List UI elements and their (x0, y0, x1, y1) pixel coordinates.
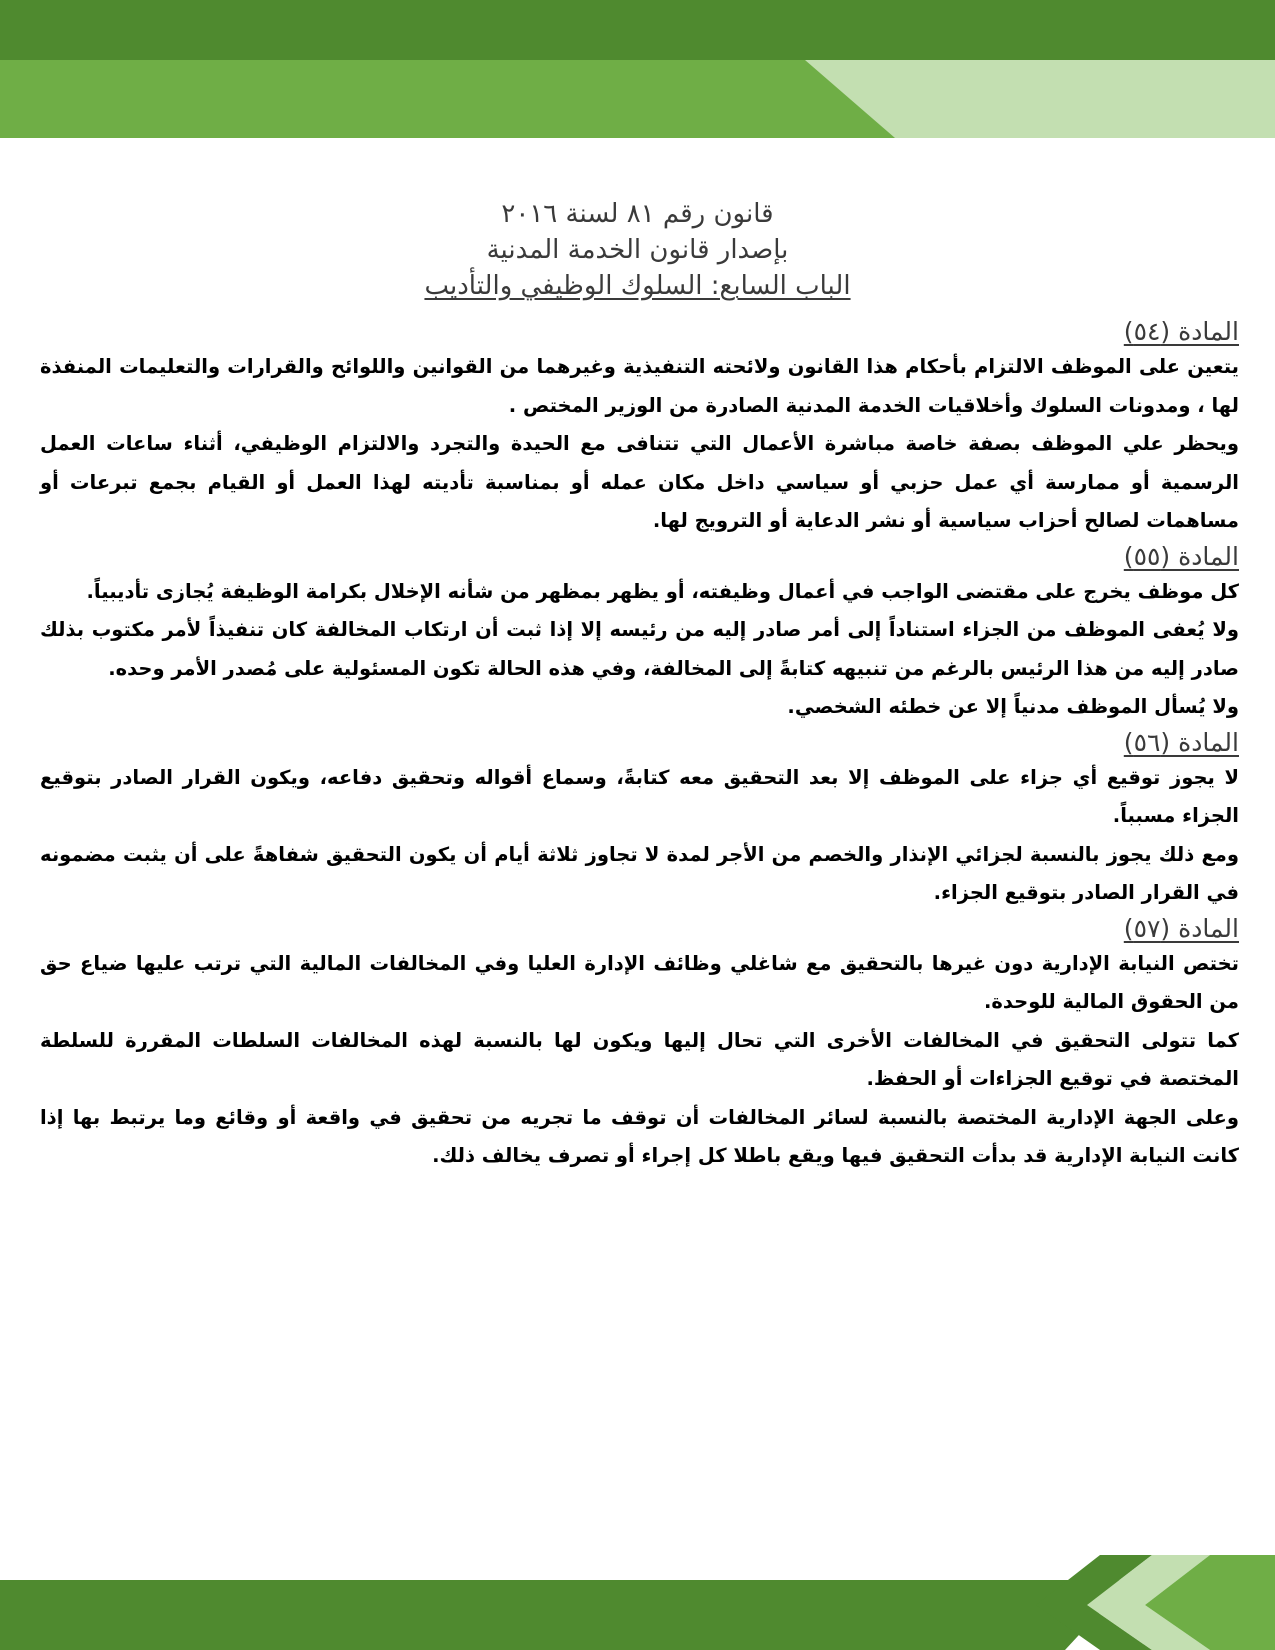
article-heading: المادة (٥٧) (1123, 913, 1239, 943)
chapter-title: الباب السابع: السلوك الوظيفي والتأديب (424, 271, 851, 301)
law-subtitle: بإصدار قانون الخدمة المدنية (486, 235, 789, 265)
article-paragraph: ولا يُسأل الموظف مدنياً إلا عن خطئه الشخصي. (787, 695, 1239, 718)
article-heading: المادة (٥٥) (1123, 541, 1239, 571)
article-paragraph: ومع ذلك يجوز بالنسبة لجزائي الإنذار والخصم من الأجر لمدة لا تجاوز ثلاثة أيام أن يكون التحقيق شفاهةً على أن يثبت مضمونه في القرار الصادر بتوقيع الجزاء. (40, 842, 1239, 904)
document-header (0, 196, 1275, 304)
article-paragraph: كل موظف يخرج على مقتضى الواجب في أعمال وظيفته، أو يظهر بمظهر من شأنه الإخلال بكرامة الوظيفة يُجازى تأديبياً. (86, 579, 1239, 603)
article-paragraph: ويحظر علي الموظف بصفة خاصة مباشرة الأعمال التي تتنافى مع الحيدة والتجرد والالتزام الوظيفي، أثناء ساعات العمل الرسمية أو ممارسة أي عمل حزبي أو سياسي داخل مكان عمله أو بمناسبة تأديته لهذا العمل أو القيام بجمع تبرعات أو مساهمات لصالح أحزاب سياسية أو نشر الدعاية أو الترويج لها. (40, 432, 1239, 532)
article-paragraph: وعلى الجهة الإدارية المختصة بالنسبة لسائر المخالفات أن توقف ما تجريه من تحقيق في واقعة أو وقائع وما يرتبط بها إذا كانت النيابة الإدارية قد بدأت التحقيق فيها ويقع باطلا كل إجراء أو تصرف يخالف ذلك. (40, 1105, 1239, 1167)
law-title: قانون رقم ٨١ لسنة ٢٠١٦ (501, 199, 774, 229)
article-55 (40, 541, 1239, 727)
footer-dark-band (0, 1580, 1130, 1650)
article-54 (40, 316, 1239, 541)
header-mid-band (0, 60, 895, 138)
footer-banner (0, 1555, 1275, 1650)
article-paragraph: ولا يُعفى الموظف من الجزاء استناداً إلى أمر صادر إليه من رئيسه إلا إذا ثبت أن ارتكاب المخالفة كان تنفيذاً لأمر مكتوب بذلك صادر إليه من هذا الرئيس بالرغم من تنبيهه كتابةً إلى المخالفة، وفي هذه الحالة تكون المسئولية على مُصدر الأمر وحده. (40, 618, 1239, 680)
header-dark-band (0, 0, 1275, 60)
article-paragraph: يتعين على الموظف الالتزام بأحكام هذا القانون ولائحته التنفيذية وغيرهما من القوانين واللوائح والقرارات والتعليمات المنفذة لها ، ومدونات السلوك وأخلاقيات الخدمة المدنية الصادرة من الوزير المختص . (40, 355, 1239, 417)
article-57 (40, 913, 1239, 1176)
document-body (40, 316, 1239, 1176)
article-paragraph: كما تتولى التحقيق في المخالفات الأخرى التي تحال إليها ويكون لها بالنسبة لهذه المخالفات السلطات المقررة للسلطة المختصة في توقيع الجزاءات أو الحفظ. (40, 1028, 1239, 1090)
article-56 (40, 727, 1239, 913)
header-banner (0, 0, 1275, 140)
article-paragraph: تختص النيابة الإدارية دون غيرها بالتحقيق مع شاغلي وظائف الإدارة العليا وفي المخالفات المالية التي ترتب عليها ضياع حق من الحقوق المالية للوحدة. (40, 951, 1239, 1013)
article-heading: المادة (٥٤) (1123, 317, 1239, 346)
article-paragraph: لا يجوز توقيع أي جزاء على الموظف إلا بعد التحقيق معه كتابةً، وسماع أقواله وتحقيق دفاعه، ويكون القرار الصادر بتوقيع الجزاء مسبباً. (40, 765, 1239, 827)
article-heading: المادة (٥٦) (1123, 727, 1239, 757)
